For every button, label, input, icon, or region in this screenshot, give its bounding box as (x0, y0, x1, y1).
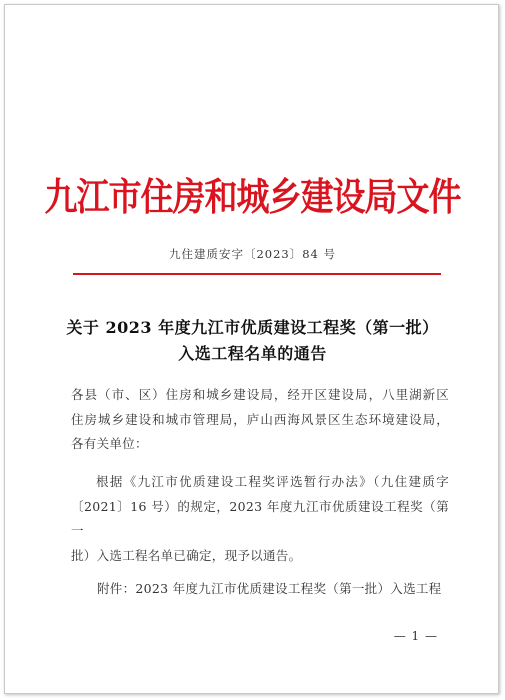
recipients-line: 各县（市、区）住房和城乡建设局，经开区建设局，八里湖新区 (71, 387, 449, 402)
document-number: 九住建质安字〔2023〕84 号 (168, 247, 337, 261)
recipients-line: 各有关单位： (71, 436, 148, 451)
recipients-line: 住房城乡建设和城市管理局，庐山西海风景区生态环境建设局， (71, 411, 449, 427)
recipients-block (71, 383, 449, 457)
body-paragraph (71, 470, 449, 568)
page-number: — 1 — (393, 629, 438, 643)
paragraph-line: 批）入选工程名单已确定，现予以通告。 (71, 547, 302, 563)
document-page (4, 4, 499, 694)
paragraph-line: 根据《九江市优质建设工程奖评选暂行办法》（九住建质字 (96, 474, 449, 489)
notice-title-line-1: 关于 2023 年度九江市优质建设工程奖（第一批） (66, 318, 439, 337)
notice-title-line-2: 入选工程名单的通告 (178, 344, 327, 363)
attachment-line: 附件：2023 年度九江市优质建设工程奖（第一批）入选工程 (97, 581, 442, 596)
header-title: 九江市住房和城乡建设局文件 (44, 174, 461, 220)
red-divider-line (73, 273, 441, 275)
paragraph-line: 〔2021〕16 号）的规定，2023 年度九江市优质建设工程奖（第一 (71, 498, 449, 538)
